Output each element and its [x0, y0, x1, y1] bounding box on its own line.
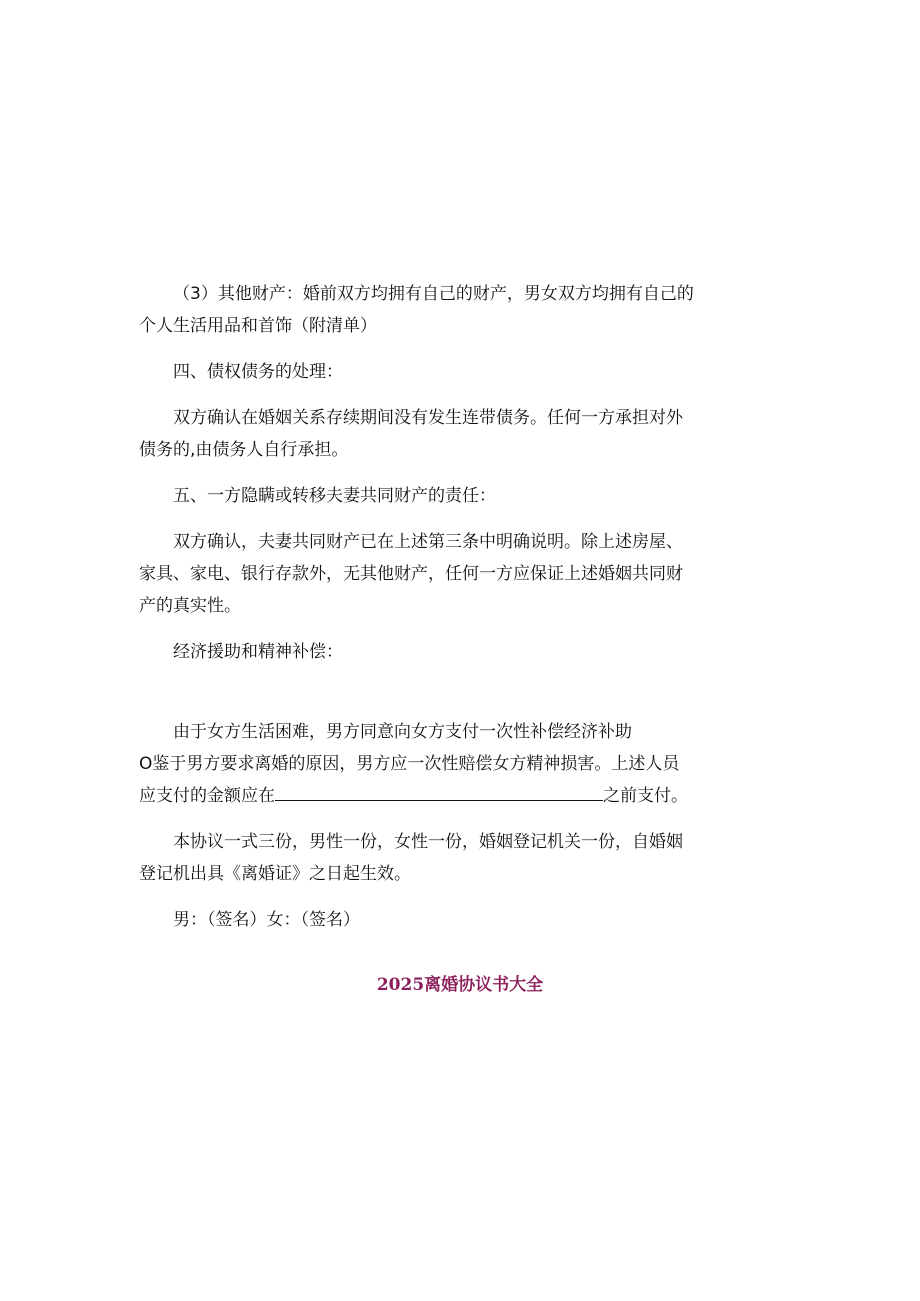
compensation-line-2: O鉴于男方要求离婚的原因，男方应一次性赔偿女方精神损害。上述人员 — [139, 754, 680, 774]
paragraph-conceal: 双方确认，夫妻共同财产已在上述第三条中明确说明。除上述房屋、家具、家电、银行存款外，无其他财产，任何一方应保证上述婚姻共同财产的真实性。 — [139, 532, 683, 616]
paragraph-debt: 双方确认在婚姻关系存续期间没有发生连带债务。任何一方承担对外债务的,由债务人自行承担。 — [139, 408, 683, 460]
compensation-line-3-start: 应支付的金额应在 — [139, 786, 275, 806]
paragraph-other-property: （3）其他财产：婚前双方均拥有自己的财产，男女双方均拥有自己的个人生活用品和首饰（附清单） — [139, 284, 694, 336]
compensation-line-1: 由于女方生活困难，男方同意向女方支付一次性补偿经济补助 — [173, 722, 632, 742]
paragraph-compensation — [139, 716, 699, 812]
spacer — [139, 682, 699, 716]
compensation-line-3 — [139, 780, 699, 812]
signature-line: 男：（签名）女：（签名） — [173, 910, 360, 930]
heading-debt: 四、债权债务的处理： — [173, 362, 343, 382]
heading-compensation: 经济援助和精神补偿： — [173, 642, 343, 662]
amount-date-blank — [275, 780, 603, 801]
agreement-body — [139, 278, 699, 948]
compensation-line-3-end: 之前支付。 — [603, 786, 688, 806]
footer-title: 2025离婚协议书大全 — [376, 975, 544, 995]
heading-conceal: 五、一方隐瞒或转移夫妻共同财产的责任： — [173, 486, 496, 506]
paragraph-copies: 本协议一式三份，男性一份，女性一份，婚姻登记机关一份，自婚姻登记机出具《离婚证》之日起生效。 — [139, 832, 683, 884]
